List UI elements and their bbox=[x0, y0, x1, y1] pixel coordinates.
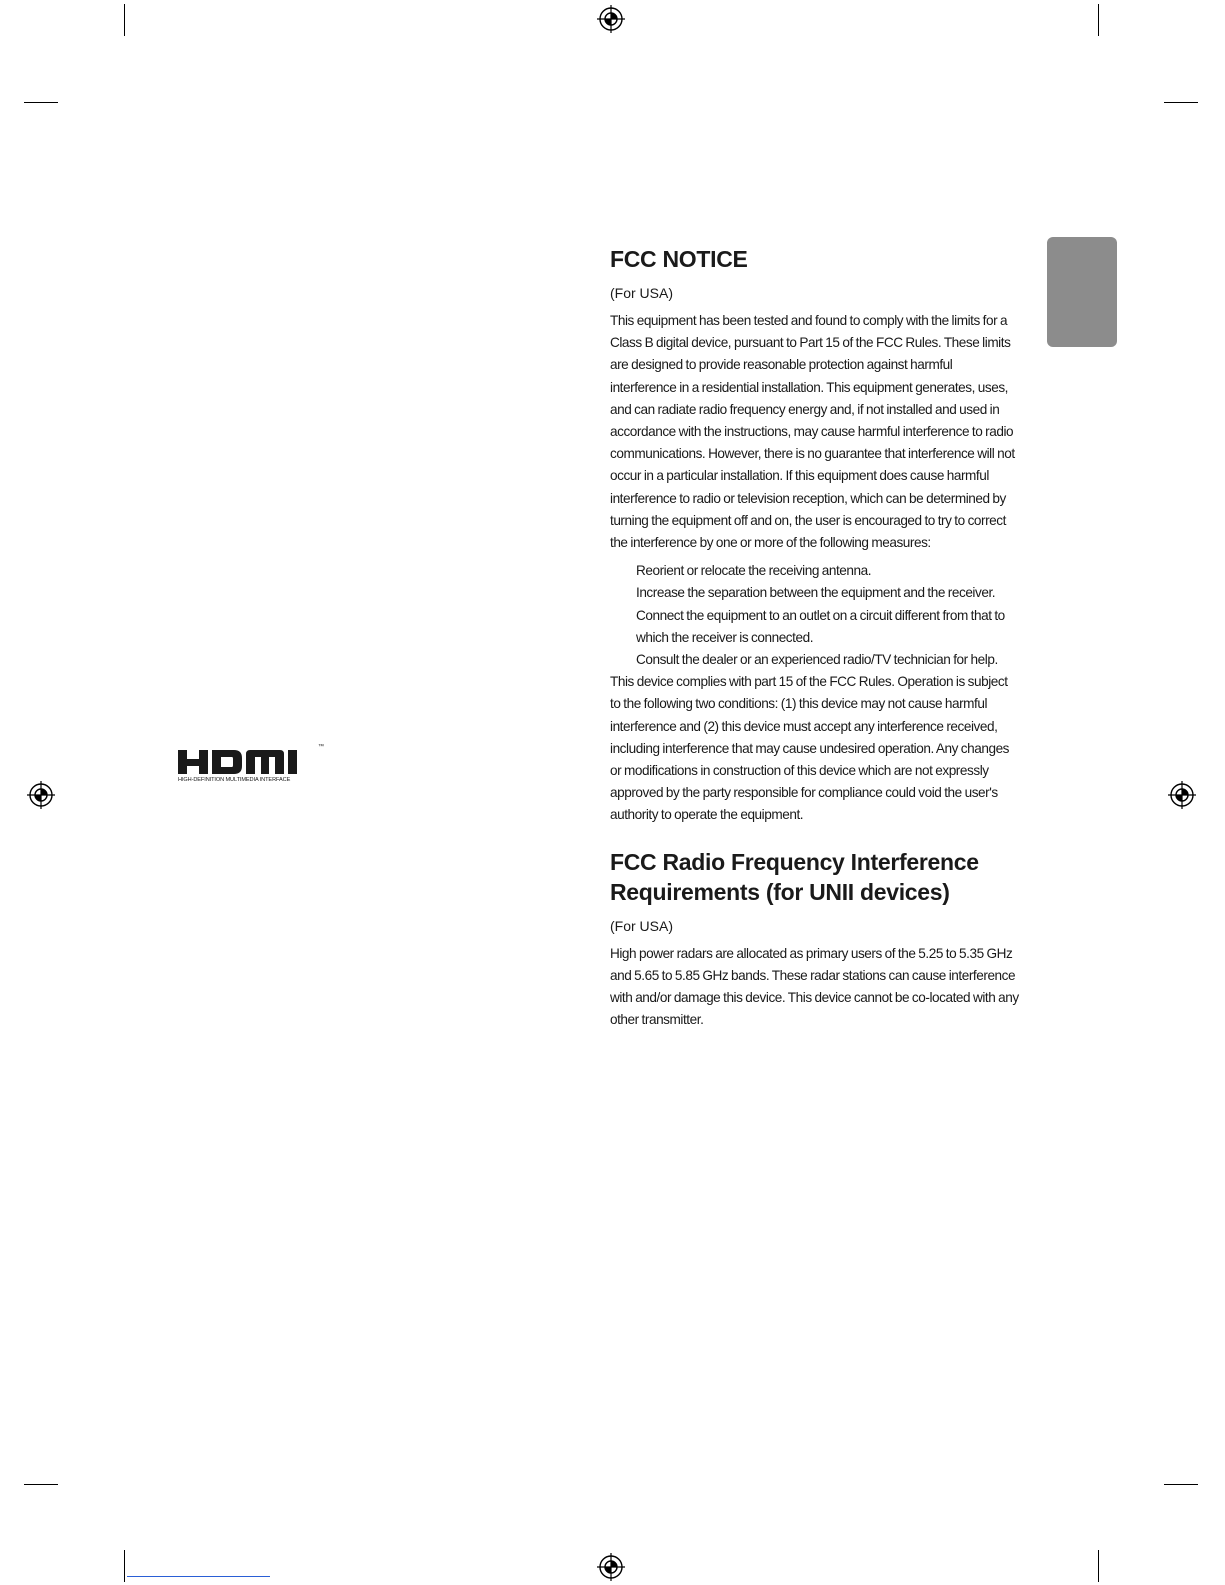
crop-mark-bottom-right-h bbox=[1164, 1484, 1198, 1485]
crop-mark-bottom-right-v bbox=[1098, 1550, 1099, 1582]
registration-mark-right-icon bbox=[1168, 781, 1196, 809]
list-item: Increase the separation between the equipment and the receiver. bbox=[636, 585, 996, 601]
language-tab bbox=[1047, 237, 1117, 347]
list-item: Reorient or relocate the receiving antenna. bbox=[636, 563, 872, 579]
hdmi-logo bbox=[178, 744, 328, 788]
fcc-notice-region: (For USA) bbox=[610, 285, 673, 301]
hdmi-tagline: HIGH-DEFINITION MULTIMEDIA INTERFACE bbox=[178, 777, 291, 783]
fcc-notice-intro: This equipment has been tested and found to comply with the limits for a Class B digital device, pursuant to Part 15 of the FCC Rules. These limits are designed to provide reasonable protection against harmful interference in a residential installation. This equipment generates, uses, and can radiate radio frequency energy and, if not installed and used in accordance with the instructions, may cause harmful interference to radio communications. However, there is no guarantee that interference will not occur in a particular installation. If this equipment does cause harmful interference to radio or television reception, which can be determined by turning the equipment off and on, the user is encouraged to try to correct the interference by one or more of the following measures: bbox=[610, 313, 1015, 551]
fcc-compliance-text: This device complies with part 15 of the FCC Rules. Operation is subject to the following two conditions: (1) this device may not cause harmful interference and (2) this device must accept any interference received, including interference that may cause undesired operation. Any changes or modifications in construction of this device which are not expressly approved by the party responsible for compliance could void the user's authority to operate the equipment. bbox=[610, 674, 1010, 823]
crop-mark-top-left-h bbox=[24, 102, 58, 103]
crop-mark-top-right-v bbox=[1098, 4, 1099, 36]
list-item: Connect the equipment to an outlet on a circuit different from that to which the receiver is connected. bbox=[636, 607, 1005, 645]
fcc-radio-heading: FCC Radio Frequency Interference Requirements (for UNII devices) bbox=[610, 848, 979, 905]
fcc-measures-list bbox=[610, 560, 1020, 671]
registration-mark-top-icon bbox=[597, 5, 625, 33]
bottom-link-underline bbox=[127, 1576, 270, 1577]
hdmi-trademark: ™ bbox=[318, 744, 324, 750]
crop-mark-top-left-v bbox=[124, 4, 125, 36]
crop-mark-bottom-left-v bbox=[124, 1550, 125, 1582]
fcc-content-column bbox=[610, 244, 1020, 1031]
fcc-notice-heading: FCC NOTICE bbox=[610, 246, 748, 272]
fcc-radio-region: (For USA) bbox=[610, 917, 673, 934]
registration-mark-left-icon bbox=[27, 781, 55, 809]
fcc-radio-body: High power radars are allocated as primary users of the 5.25 to 5.35 GHz and 5.65 to 5.85 GHz bands. These radar stations can cause interference with and/or damage this device. This device cannot be co-located with any other transmitter. bbox=[610, 945, 1019, 1028]
crop-mark-top-right-h bbox=[1164, 102, 1198, 103]
registration-mark-bottom-icon bbox=[597, 1553, 625, 1581]
crop-mark-bottom-left-h bbox=[24, 1484, 58, 1485]
list-item: Consult the dealer or an experienced radio/TV technician for help. bbox=[636, 652, 998, 668]
